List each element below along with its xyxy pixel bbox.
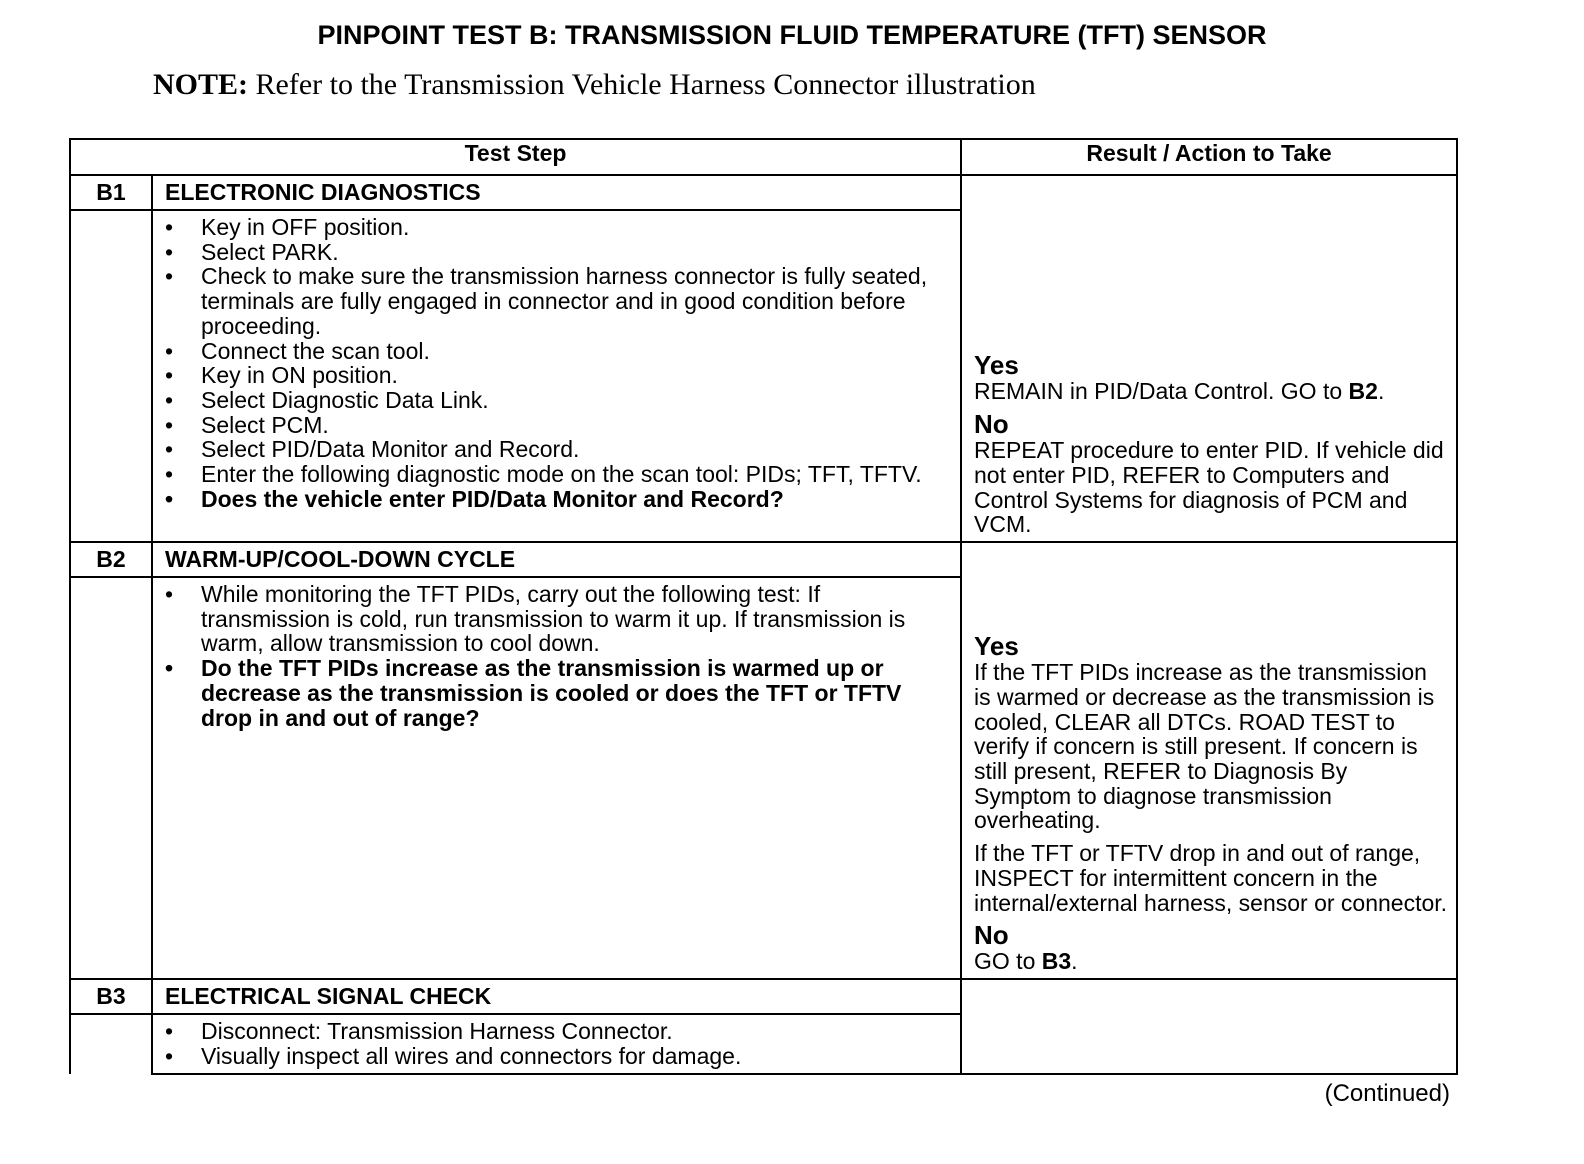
list-item: • While monitoring the TFT PIDs, carry out the following test: If transmission is cold, run transmission to warm it up. If transmission is warm, allow transmission to cool down. [201,582,940,656]
no-action: GO to B3. [974,948,1078,975]
yes-label: Yes [974,631,1019,662]
list-item: • Key in ON position. [201,363,940,388]
step-id: B3 [70,979,152,1014]
note-text: Refer to the Transmission Vehicle Harness Connector illustration [255,68,1036,101]
step-id: B2 [70,542,152,577]
no-label: No [974,409,1009,440]
step-instructions [152,210,961,542]
pinpoint-test-table [69,138,1458,1075]
step-instructions [152,1014,961,1074]
yes-action-detail: If the TFT or TFTV drop in and out of range, INSPECT for intermittent concern in the internal/external harness, sensor or connector. [974,840,1448,916]
header-result: Result / Action to Take [961,139,1457,175]
instruction-list [153,1015,960,1068]
list-item: • Select PARK. [201,240,940,265]
step-question: • Do the TFT PIDs increase as the transmission is warmed up or decrease as the transmission is cooled or does the TFT or TFTV drop in and out of range? [201,656,940,730]
step-title: WARM-UP/COOL-DOWN CYCLE [152,542,961,577]
list-item: • Select Diagnostic Data Link. [201,388,940,413]
no-label: No [974,920,1009,951]
table-row [70,542,1457,577]
list-item: • Connect the scan tool. [201,339,940,364]
list-item: • Enter the following diagnostic mode on the scan tool: PIDs; TFT, TFTV. [201,462,940,487]
result-cell [961,979,1457,1074]
result-cell [961,175,1457,542]
list-item: • Select PID/Data Monitor and Record. [201,437,940,462]
table-header-row [70,139,1457,175]
instruction-list [153,211,960,511]
page-title: PINPOINT TEST B: TRANSMISSION FLUID TEMPERATURE (TFT) SENSOR [317,20,1267,50]
step-title: ELECTRONIC DIAGNOSTICS [152,175,961,210]
list-item: • Select PCM. [201,413,940,438]
yes-label: Yes [974,350,1019,381]
result-cell [961,542,1457,979]
note-label: NOTE: [153,68,249,101]
table-row [70,979,1457,1014]
note [153,68,1036,102]
step-id: B1 [70,175,152,210]
list-item: • Check to make sure the transmission harness connector is fully seated, terminals are fully engaged in connector and in good condition before proceeding. [201,264,940,338]
step-title: ELECTRICAL SIGNAL CHECK [152,979,961,1014]
instruction-list [153,578,960,730]
yes-action: REMAIN in PID/Data Control. GO to B2. [974,378,1385,405]
list-item: • Visually inspect all wires and connectors for damage. [201,1044,940,1069]
header-test-step: Test Step [70,139,961,175]
list-item: • Disconnect: Transmission Harness Connector. [201,1019,940,1044]
step-instructions [152,577,961,979]
step-question: • Does the vehicle enter PID/Data Monitor and Record? [201,487,940,512]
no-action: REPEAT procedure to enter PID. If vehicle did not enter PID, REFER to Computers and Control Systems for diagnosis of PCM and VCM. [974,437,1444,538]
continued-label: (Continued) [1324,1080,1450,1107]
table-row [70,175,1457,210]
list-item: • Key in OFF position. [201,215,940,240]
yes-action: If the TFT PIDs increase as the transmission is warmed or decrease as the transmission is cooled, CLEAR all DTCs. ROAD TEST to verify if concern is still present. If concern is still present, REFER to Diagnosis By Symptom to diagnose transmission overheating. [974,659,1435,834]
